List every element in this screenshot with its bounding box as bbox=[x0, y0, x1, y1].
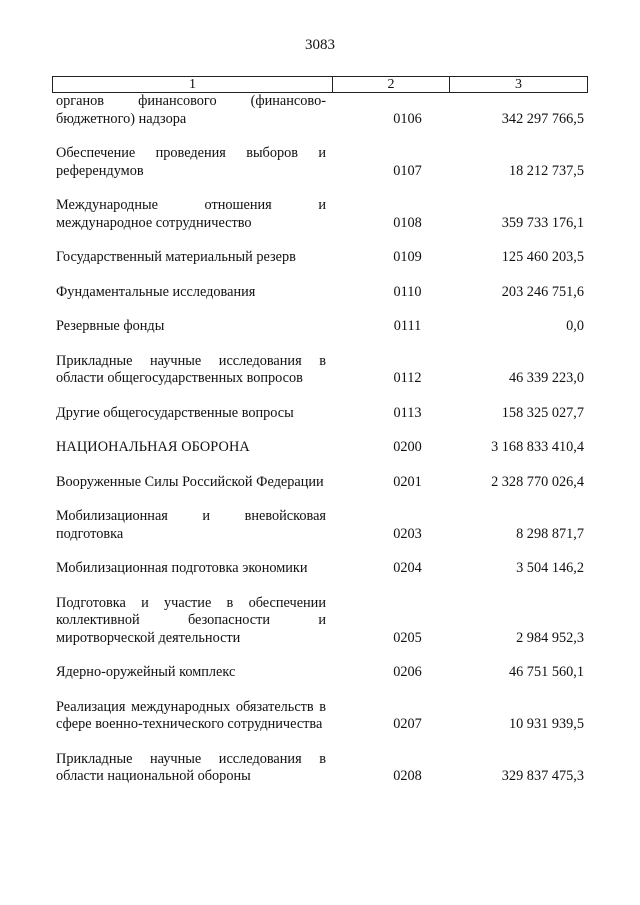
row-amount: 18 212 737,5 bbox=[508, 162, 584, 179]
row-code: 0200 bbox=[393, 439, 422, 455]
row-amount: 10 931 939,5 bbox=[508, 716, 584, 732]
row-amount: 2 984 952,3 bbox=[516, 629, 584, 646]
row-amount: 329 837 475,3 bbox=[501, 768, 584, 784]
row-code: 0108 bbox=[393, 214, 422, 231]
row-code: 0111 bbox=[393, 318, 422, 334]
row-name: Мобилизационная подготовка экономики bbox=[56, 560, 308, 576]
row-amount: 203 246 751,6 bbox=[501, 283, 584, 300]
table-row bbox=[56, 284, 584, 302]
table-row bbox=[56, 474, 584, 492]
row-code: 0106 bbox=[393, 110, 422, 127]
row-name: Резервные фонды bbox=[56, 318, 165, 334]
row-amount: 0,0 bbox=[566, 318, 584, 334]
row-amount: 46 751 560,1 bbox=[508, 664, 584, 680]
row-code: 0207 bbox=[393, 716, 422, 732]
page-number: 3083 bbox=[305, 37, 335, 53]
table-header bbox=[52, 76, 588, 93]
row-name: Ядерно-оружейный комплекс bbox=[56, 664, 236, 680]
column-header-3: 3 bbox=[515, 77, 522, 92]
table-row bbox=[56, 751, 584, 786]
table-row bbox=[56, 145, 584, 180]
row-amount: 359 733 176,1 bbox=[501, 214, 584, 231]
row-code: 0203 bbox=[393, 525, 422, 542]
row-code: 0204 bbox=[393, 560, 422, 576]
row-name: Международные отношения и международное сотрудничество bbox=[56, 197, 326, 231]
table-row bbox=[56, 595, 584, 648]
row-name: Вооруженные Силы Российской Федерации bbox=[56, 473, 324, 490]
row-name: органов финансового (финансово-бюджетного) надзора bbox=[56, 93, 326, 127]
row-code: 0113 bbox=[393, 404, 422, 421]
row-name: Другие общегосударственные вопросы bbox=[56, 404, 294, 421]
row-amount: 2 328 770 026,4 bbox=[491, 473, 584, 490]
table-row bbox=[56, 318, 584, 336]
row-name: Прикладные научные исследования в области общегосударственных вопросов bbox=[56, 352, 326, 386]
row-amount: 8 298 871,7 bbox=[516, 525, 584, 542]
row-code: 0112 bbox=[393, 370, 422, 386]
row-name: Фундаментальные исследования bbox=[56, 283, 256, 300]
row-name: Подготовка и участие в обеспечении коллективной безопасности и миротворческой деятельности bbox=[56, 594, 326, 646]
table-row bbox=[56, 439, 584, 457]
row-code: 0201 bbox=[393, 473, 422, 490]
row-name: Прикладные научные исследования в области национальной обороны bbox=[56, 750, 326, 784]
table-row bbox=[56, 197, 584, 232]
table-row bbox=[56, 560, 584, 578]
row-amount: 3 504 146,2 bbox=[516, 560, 584, 576]
row-code: 0109 bbox=[393, 249, 422, 265]
row-name: Обеспечение проведения выборов и референдумов bbox=[56, 145, 326, 179]
row-code: 0110 bbox=[393, 283, 422, 300]
table-row bbox=[56, 353, 584, 388]
column-header-2: 2 bbox=[333, 77, 450, 92]
row-code: 0208 bbox=[393, 768, 422, 784]
row-amount: 158 325 027,7 bbox=[501, 404, 584, 421]
row-code: 0205 bbox=[393, 629, 422, 646]
row-code: 0206 bbox=[393, 664, 422, 680]
row-amount: 125 460 203,5 bbox=[501, 249, 584, 265]
row-amount: 342 297 766,5 bbox=[501, 110, 584, 127]
table-row bbox=[56, 93, 584, 128]
table-row bbox=[56, 249, 584, 267]
row-amount: 3 168 833 410,4 bbox=[491, 439, 584, 455]
row-amount: 46 339 223,0 bbox=[508, 370, 584, 386]
row-code: 0107 bbox=[393, 162, 422, 179]
row-name: Реализация международных обязательств в сфере военно-технического сотрудничества bbox=[56, 698, 326, 732]
row-name: Государственный материальный резерв bbox=[56, 249, 296, 265]
table-row bbox=[56, 405, 584, 423]
table-row bbox=[56, 699, 584, 734]
column-header-1: 1 bbox=[53, 77, 333, 92]
row-name: НАЦИОНАЛЬНАЯ ОБОРОНА bbox=[56, 439, 250, 455]
row-name: Мобилизационная и вневойсковая подготовка bbox=[56, 508, 326, 542]
table-row bbox=[56, 508, 584, 543]
table-row bbox=[56, 664, 584, 682]
table-body bbox=[56, 93, 584, 786]
